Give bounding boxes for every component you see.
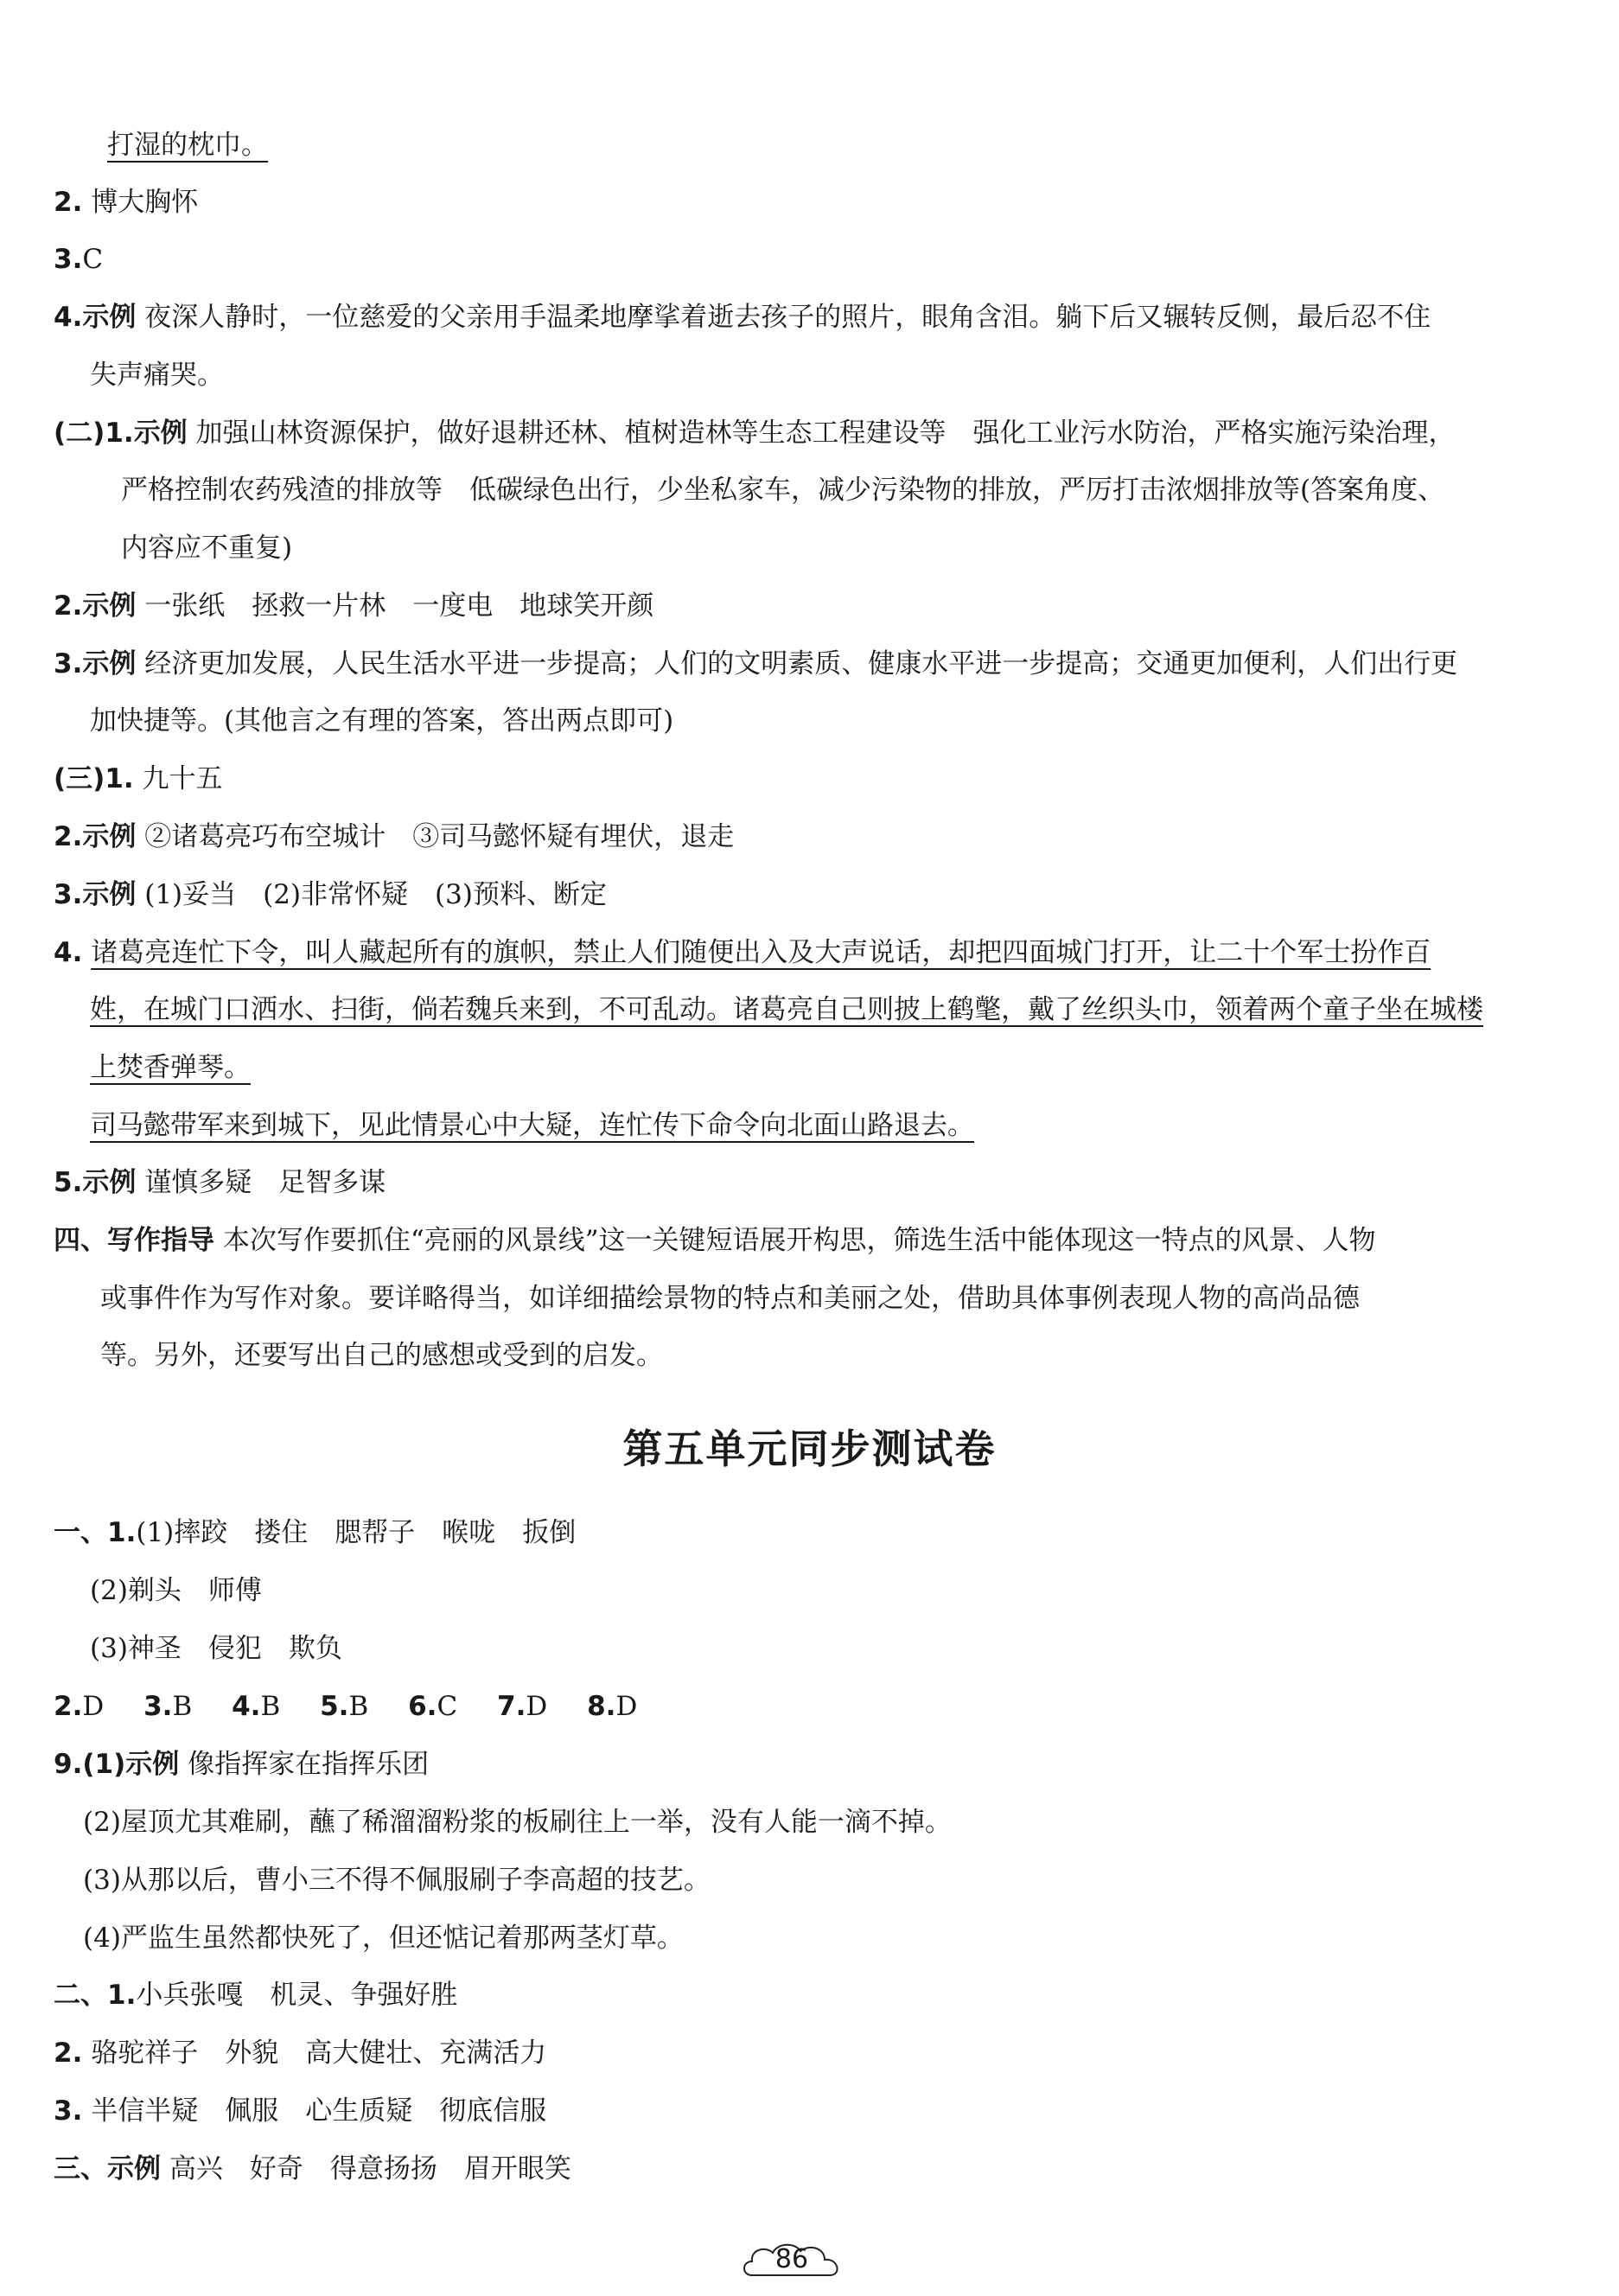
choice-answers: 2.D 3.B 4.B 5.B 6.C 7.D 8.D bbox=[54, 1691, 638, 1722]
answer-line: 三、示例 高兴 好奇 得意扬扬 眉开眼笑 bbox=[54, 2153, 571, 2184]
answer-line: 4.示例 夜深人静时，一位慈爱的父亲用手温柔地摩挲着逝去孩子的照片，眼角含泪。躺下后又辗转反侧，最后忍不住 bbox=[54, 302, 1431, 333]
answer-line: 3.C bbox=[54, 244, 104, 275]
answer-line: 3. 半信半疑 佩服 心生质疑 彻底信服 bbox=[54, 2095, 547, 2127]
answer-line: 二、1.小兵张嘎 机灵、争强好胜 bbox=[54, 1980, 458, 2011]
answer-line: 2. 博大胸怀 bbox=[54, 187, 199, 218]
answer-line: 2.示例 ②诸葛亮巧布空城计 ③司马懿怀疑有埋伏，退走 bbox=[54, 821, 735, 852]
answer-line: (2)剃头 师傅 bbox=[90, 1575, 262, 1606]
answer-line: (3)神圣 侵犯 欺负 bbox=[90, 1633, 342, 1664]
answer-line: (2)屋顶尤其难刷，蘸了稀溜溜粉浆的板刷往上一举，没有人能一滴不掉。 bbox=[83, 1807, 952, 1838]
section-title: 第五单元同步测试卷 bbox=[622, 1425, 997, 1472]
answer-line: 5.示例 谨慎多疑 足智多谋 bbox=[54, 1167, 386, 1198]
answer-line: 姓，在城门口洒水、扫街，倘若魏兵来到，不可乱动。诸葛亮自己则披上鹤氅，戴了丝织头巾，领着两个童子坐在城楼 bbox=[90, 994, 1483, 1025]
answer-line: 失声痛哭。 bbox=[90, 360, 224, 391]
answer-line: 或事件作为写作对象。要详略得当，如详细描绘景物的特点和美丽之处，借助具体事例表现人物的高尚品德 bbox=[100, 1283, 1360, 1314]
answer-line: 9.(1)示例 像指挥家在指挥乐团 bbox=[54, 1749, 430, 1780]
answer-line: 一、1.(1)摔跤 搂住 腮帮子 喉咙 扳倒 bbox=[54, 1517, 577, 1548]
answer-line: 等。另外，还要写出自己的感想或受到的启发。 bbox=[100, 1340, 663, 1371]
answer-line: 打湿的枕巾。 bbox=[107, 130, 268, 161]
answer-line: (4)严监生虽然都快死了，但还惦记着那两茎灯草。 bbox=[83, 1923, 684, 1954]
answer-line: (三)1. 九十五 bbox=[54, 763, 223, 794]
answer-line: 内容应不重复) bbox=[121, 533, 293, 564]
answer-line: 2.示例 一张纸 拯救一片林 一度电 地球笑开颜 bbox=[54, 590, 654, 622]
answer-line: (3)从那以后，曹小三不得不佩服刷子李高超的技艺。 bbox=[83, 1865, 711, 1896]
answer-line: 2. 骆驼祥子 外貌 高大健壮、充满活力 bbox=[54, 2038, 547, 2069]
answer-line: 上焚香弹琴。 bbox=[90, 1052, 251, 1083]
answer-line: 严格控制农药残渣的排放等 低碳绿色出行，少坐私家车，减少污染物的排放，严厉打击浓烟排放等(答案角度、 bbox=[121, 475, 1445, 506]
page-number: 86 bbox=[740, 2239, 844, 2282]
answer-line: 司马懿带军来到城下，见此情景心中大疑，连忙传下命令向北面山路退去。 bbox=[90, 1110, 974, 1141]
answer-line: 3.示例 经济更加发展，人民生活水平进一步提高；人们的文明素质、健康水平进一步提高；交通更加便利，人们出行更 bbox=[54, 648, 1458, 679]
answer-line: 四、写作指导 本次写作要抓住“亮丽的风景线”这一关键短语展开构思，筛选生活中能体现这一特点的风景、人物 bbox=[54, 1225, 1376, 1256]
answer-line: 3.示例 (1)妥当 (2)非常怀疑 (3)预料、断定 bbox=[54, 879, 607, 910]
answer-line: (二)1.示例 加强山林资源保护，做好退耕还林、植树造林等生态工程建设等 强化工业污水防治，严格实施污染治理， bbox=[54, 418, 1456, 449]
answer-line: 4. 诸葛亮连忙下令，叫人藏起所有的旗帜，禁止人们随便出入及大声说话，却把四面城门打开，让二十个军士扮作百 bbox=[54, 937, 1431, 968]
answer-line: 加快捷等。(其他言之有理的答案，答出两点即可) bbox=[90, 705, 674, 737]
